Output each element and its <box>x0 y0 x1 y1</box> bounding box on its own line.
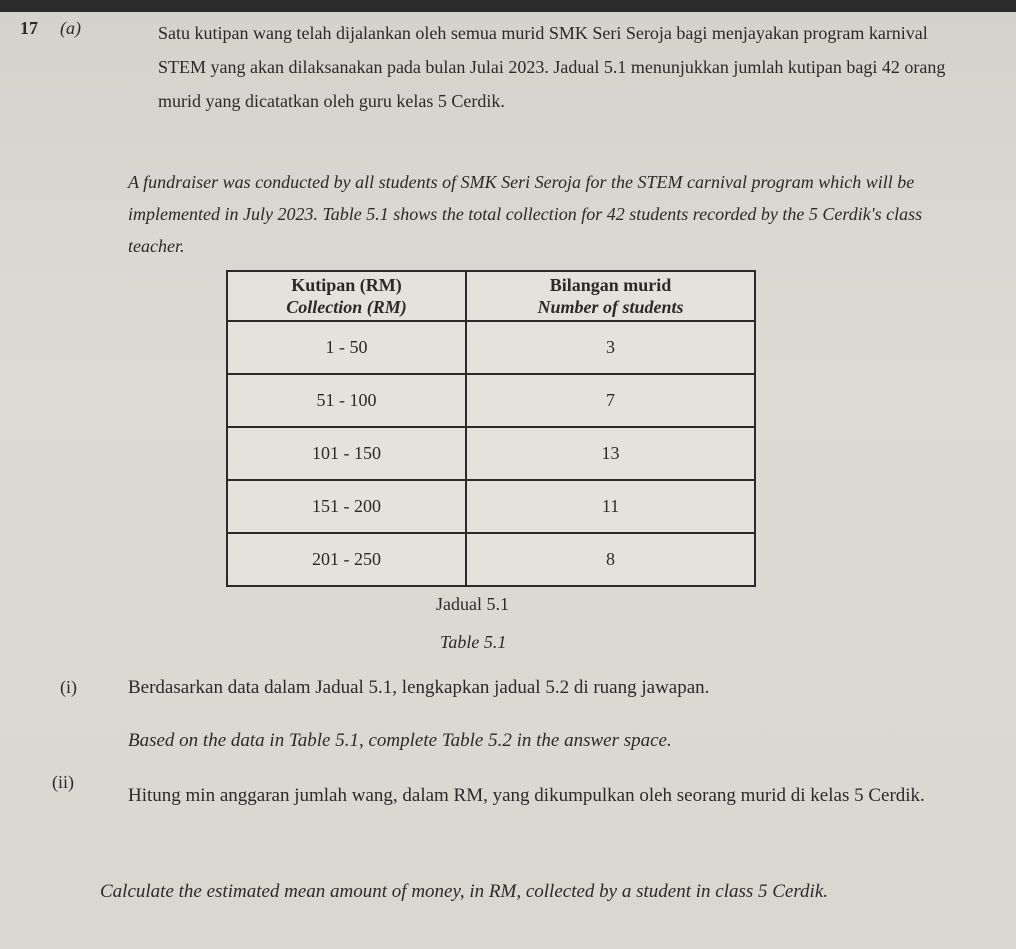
table-caption-english: Table 5.1 <box>440 632 507 652</box>
cell-count: 11 <box>466 480 755 533</box>
top-band <box>0 0 1016 12</box>
sub-question-ii-label: (ii) <box>52 772 74 792</box>
table-row <box>227 374 755 427</box>
cell-count: 13 <box>466 427 755 480</box>
sub-question-ii-english: Calculate the estimated mean amount of money, in RM, collected by a student in class 5 Cerdik. <box>100 881 829 902</box>
sub-question-ii-malay: Hitung min anggaran jumlah wang, dalam RM, yang dikumpulkan oleh seorang murid di kelas 5 Cerdik. <box>128 785 925 806</box>
intro-english: A fundraiser was conducted by all students of SMK Seri Seroja for the STEM carnival program which will be implemented in July 2023. Table 5.1 shows the total collection for 42 students recorded by the 5 Cerdik's class teacher. <box>128 172 923 256</box>
cell-range: 1 - 50 <box>227 321 466 374</box>
cell-range: 201 - 250 <box>227 533 466 586</box>
cell-range: 151 - 200 <box>227 480 466 533</box>
cell-count: 7 <box>466 374 755 427</box>
header-students-en: Number of students <box>537 297 684 317</box>
cell-count: 8 <box>466 533 755 586</box>
intro-malay: Satu kutipan wang telah dijalankan oleh semua murid SMK Seri Seroja bagi menjayakan program karnival STEM yang akan dilaksanakan pada bulan Julai 2023. Jadual 5.1 menunjukkan jumlah kutipan bagi 42 orang murid yang dicatatkan oleh guru kelas 5 Cerdik. <box>158 23 946 111</box>
sub-question-i-english: Based on the data in Table 5.1, complete Table 5.2 in the answer space. <box>128 730 672 751</box>
table-row <box>227 533 755 586</box>
table-row <box>227 427 755 480</box>
question-number: 17 <box>20 18 38 38</box>
question-part: (a) <box>60 18 81 38</box>
header-students <box>466 271 755 321</box>
table-caption-malay: Jadual 5.1 <box>436 594 509 614</box>
cell-range: 101 - 150 <box>227 427 466 480</box>
header-collection <box>227 271 466 321</box>
header-collection-ms: Kutipan (RM) <box>291 275 402 295</box>
cell-count: 3 <box>466 321 755 374</box>
header-students-ms: Bilangan murid <box>549 275 672 295</box>
cell-range: 51 - 100 <box>227 374 466 427</box>
table-row <box>227 321 755 374</box>
sub-question-i-label: (i) <box>60 677 77 697</box>
collection-table <box>226 270 756 587</box>
table-row <box>227 480 755 533</box>
sub-question-i-malay: Berdasarkan data dalam Jadual 5.1, lengkapkan jadual 5.2 di ruang jawapan. <box>128 677 710 698</box>
header-collection-en: Collection (RM) <box>286 297 407 317</box>
table-header-row <box>227 271 755 321</box>
